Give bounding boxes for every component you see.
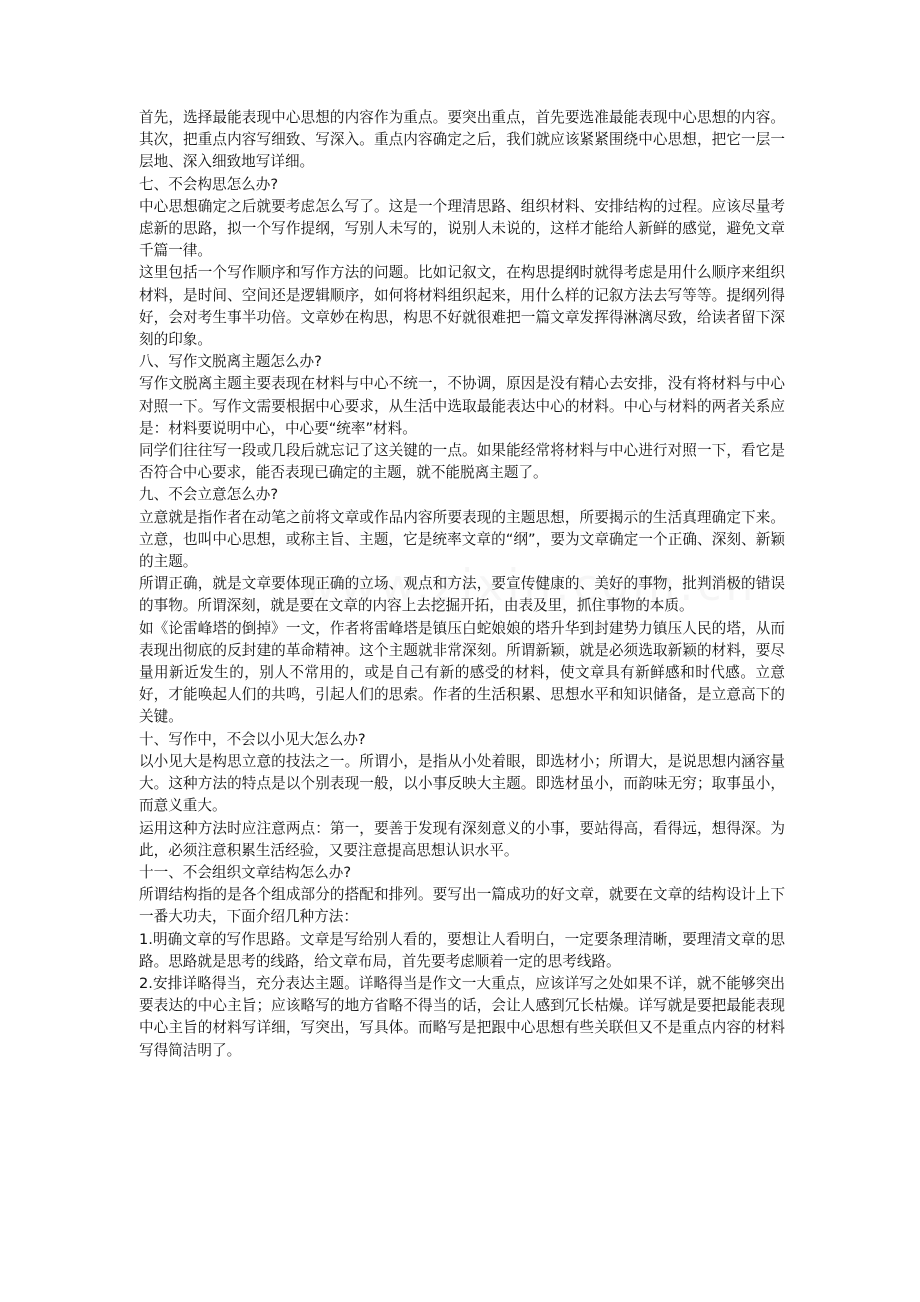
- heading-section-10: 十、写作中，不会以小见大怎么办?: [139, 730, 366, 748]
- paragraph-6: 立意就是指作者在动笔之前将文章或作品内容所要表现的主题思想，所要揭示的生活真理确定下来。立意，也叫中心思想，或称主旨、主题，它是统率文章的“纲”，要为文章确定一个正确、深刻、新颖的主题。: [139, 508, 785, 571]
- paragraph-3: 这里包括一个写作顺序和写作方法的问题。比如记叙文，在构思提纲时就得考虑是用什么顺序来组织材料，是时间、空间还是逻辑顺序，如何将材料组织起来，用什么样的记叙方法去写等等。提纲列得好，会对考生事半功倍。文章妙在构思，构思不好就很难把一篇文章发挥得淋漓尽致，给读者留下深刻的印象。: [139, 264, 785, 349]
- document-body: [139, 107, 785, 1062]
- heading-section-8: 八、写作文脱离主题怎么办?: [139, 353, 322, 371]
- list-item-2: 2.安排详略得当，充分表达主题。详略得当是作文一大重点，应该详写之处如果不详，就不能够突出要表达的中心主旨；应该略写的地方省略不得当的话，会让人感到冗长枯燥。详写就是要把最能表现中心主旨的材料写详细，写突出，写具体。而略写是把跟中心思想有些关联但又不是重点内容的材料写得简洁明了。: [139, 974, 785, 1059]
- heading-section-7: 七、不会构思怎么办?: [139, 175, 279, 193]
- heading-section-9: 九、不会立意怎么办?: [139, 486, 279, 504]
- heading-section-11: 十一、不会组织文章结构怎么办?: [139, 863, 352, 881]
- paragraph-4: 写作文脱离主题主要表现在材料与中心不统一，不协调，原因是没有精心去安排，没有将材料与中心对照一下。写作文需要根据中心要求，从生活中选取最能表达中心的材料。中心与材料的两者关系应是：材料要说明中心，中心要“统率”材料。: [139, 375, 785, 437]
- paragraph-11: 所谓结构指的是各个组成部分的搭配和排列。要写出一篇成功的好文章，就要在文章的结构设计上下一番大功夫，下面介绍几种方法：: [139, 886, 785, 926]
- paragraph-8: 如《论雷峰塔的倒掉》一文，作者将雷峰塔是镇压白蛇娘娘的塔升华到封建势力镇压人民的塔，从而表现出彻底的反封建的革命精神。这个主题就非常深刻。所谓新颖，就是必须选取新颖的材料，要尽量用新近发生的，别人不常用的，或是自己有新的感受的材料，使文章具有新鲜感和时代感。立意好，才能唤起人们的共鸣，引起人们的思索。作者的生活积累、思想水平和知识储备，是立意高下的关键。: [139, 619, 785, 726]
- paragraph-1: 首先，选择最能表现中心思想的内容作为重点。要突出重点，首先要选准最能表现中心思想的内容。其次，把重点内容写细致、写深入。重点内容确定之后，我们就应该紧紧围绕中心思想，把它一层一层地、深入细致地写详细。: [139, 109, 785, 171]
- list-item-1: 1.明确文章的写作思路。文章是写给别人看的，要想让人看明白，一定要条理清晰，要理清文章的思路。思路就是思考的线路，给文章布局，首先要考虑顺着一定的思考线路。: [139, 930, 785, 970]
- paragraph-2: 中心思想确定之后就要考虑怎么写了。这是一个理清思路、组织材料、安排结构的过程。应该尽量考虑新的思路，拟一个写作提纲，写别人未写的，说别人未说的，这样才能给人新鲜的感觉，避免文章千篇一律。: [139, 197, 785, 260]
- paragraph-9: 以小见大是构思立意的技法之一。所谓小，是指从小处着眼，即选材小；所谓大，是说思想内涵容量大。这种方法的特点是以个别表现一般，以小事反映大主题。即选材虽小，而韵味无穷；取事虽小，而意义重大。: [139, 752, 785, 815]
- paragraph-7: 所谓正确，就是文章要体现正确的立场、观点和方法，要宣传健康的、美好的事物，批判消极的错误的事物。所谓深刻，就是要在文章的内容上去挖掘开拓，由表及里，抓住事物的本质。: [139, 575, 785, 615]
- paragraph-5: 同学们往往写一段或几段后就忘记了这关键的一点。如果能经常将材料与中心进行对照一下，看它是否符合中心要求，能否表现已确定的主题，就不能脱离主题了。: [139, 442, 785, 482]
- paragraph-10: 运用这种方法时应注意两点：第一，要善于发现有深刻意义的小事，要站得高，看得远，想得深。为此，必须注意积累生活经验，又要注意提高思想认识水平。: [139, 819, 785, 859]
